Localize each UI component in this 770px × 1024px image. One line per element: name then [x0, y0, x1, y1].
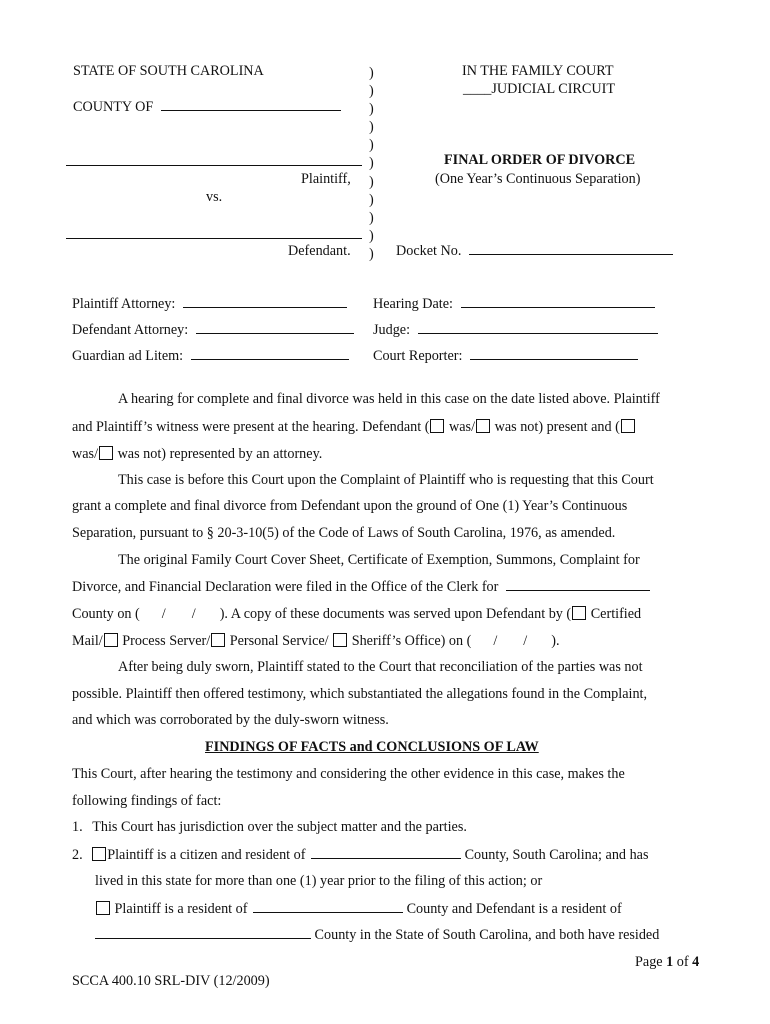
court-name: IN THE FAMILY COURT	[462, 63, 614, 79]
county-line	[73, 100, 341, 114]
wasnot-label: was not) present and (	[494, 419, 620, 435]
defendant-represented-wasnot-checkbox[interactable]	[99, 446, 113, 460]
finding-2-line3	[95, 901, 622, 916]
paren: )	[369, 245, 374, 262]
defendant-name-blank[interactable]	[66, 238, 362, 239]
date-slash: /	[161, 606, 166, 622]
court-reporter-blank[interactable]	[470, 358, 638, 360]
hearing-date-field	[373, 297, 655, 311]
page-number	[635, 955, 699, 969]
defendant-attorney-blank[interactable]	[196, 332, 354, 334]
was-label: was/	[449, 419, 476, 435]
p3-line4	[72, 633, 560, 648]
paren: )	[369, 227, 374, 244]
clerk-county-blank[interactable]	[506, 589, 650, 591]
docket-line	[396, 244, 673, 258]
vs-label: vs.	[206, 189, 223, 205]
finding-text: County, South Carolina; and has	[464, 847, 649, 863]
p4-line1: After being duly sworn, Plaintiff stated to the Court that reconciliation of the parties was not	[118, 659, 643, 675]
personal-service-label: Personal Service/	[229, 633, 329, 649]
date-slash: /	[523, 633, 528, 649]
finding-text: Plaintiff is a resident of	[114, 901, 248, 917]
judge-label: Judge:	[373, 322, 411, 338]
p2-line2: grant a complete and final divorce from Defendant upon the ground of One (1) Year’s Continuous	[72, 498, 628, 514]
plaintiff-attorney-field	[72, 297, 347, 311]
p3-text: Divorce, and Financial Declaration were filed in the Office of the Clerk for	[72, 579, 499, 595]
paren: )	[369, 137, 374, 154]
sheriff-label: Sheriff’s Office) on (	[351, 633, 472, 649]
current-page: 1	[666, 954, 674, 970]
form-id: SCCA 400.10 SRL-DIV (12/2009)	[72, 973, 270, 989]
paren: )	[369, 209, 374, 226]
defendant-label: Defendant.	[288, 243, 351, 259]
finding-2-line2: lived in this state for more than one (1) year prior to the filing of this action; or	[95, 873, 543, 889]
p2-line3: Separation, pursuant to § 20-3-10(5) of the Code of Laws of South Carolina, 1976, as amended.	[72, 525, 616, 541]
p4-line2: possible. Plaintiff then offered testimony, which substantiated the allegations found in the Complaint,	[72, 686, 648, 702]
defendant-county-blank[interactable]	[95, 937, 311, 939]
finding-text: This Court has jurisdiction over the subject matter and the parties.	[92, 819, 467, 835]
paren: )	[369, 173, 374, 190]
process-server-label: Process Server/	[122, 633, 211, 649]
order-subtitle: (One Year’s Continuous Separation)	[435, 171, 641, 187]
finding-text: Plaintiff is a citizen and resident of	[107, 847, 306, 863]
p3-text: ).	[551, 633, 560, 649]
process-server-checkbox[interactable]	[104, 633, 118, 647]
finding-2-line4	[95, 928, 659, 942]
date-slash: /	[191, 606, 196, 622]
guardian-label: Guardian ad Litem:	[72, 348, 184, 364]
sheriff-office-checkbox[interactable]	[333, 633, 347, 647]
page-of: of	[676, 954, 689, 970]
total-pages: 4	[692, 954, 700, 970]
p4-line3: and which was corroborated by the duly-sworn witness.	[72, 712, 389, 728]
plaintiff-name-blank[interactable]	[66, 165, 362, 166]
defendant-present-wasnot-checkbox[interactable]	[476, 419, 490, 433]
p1-line3	[72, 446, 322, 461]
page-label: Page	[635, 954, 663, 970]
plaintiff-attorney-blank[interactable]	[183, 306, 347, 308]
court-reporter-field	[373, 349, 638, 363]
hearing-date-blank[interactable]	[461, 306, 655, 308]
personal-service-checkbox[interactable]	[211, 633, 225, 647]
paren: )	[369, 119, 374, 136]
finding-text: County and Defendant is a resident of	[406, 901, 622, 917]
plaintiff-county-blank[interactable]	[311, 857, 461, 859]
finding-number: 2.	[72, 847, 83, 863]
hearing-date-label: Hearing Date:	[373, 296, 453, 312]
plaintiff-citizen-checkbox[interactable]	[92, 847, 106, 861]
finding-text: County in the State of South Carolina, and both have resided	[314, 927, 660, 943]
date-slash: /	[493, 633, 498, 649]
paren: )	[369, 101, 374, 118]
mail-label: Mail/	[72, 633, 103, 649]
guardian-blank[interactable]	[191, 358, 349, 360]
findings-intro-line2: following findings of fact:	[72, 793, 222, 809]
finding-2-line1	[72, 847, 649, 862]
order-title: FINAL ORDER OF DIVORCE	[444, 152, 636, 168]
was-label: was/	[72, 446, 99, 462]
p3-text: County on (	[72, 606, 140, 622]
plaintiff-attorney-label: Plaintiff Attorney:	[72, 296, 176, 312]
findings-intro-line1: This Court, after hearing the testimony and considering the other evidence in this case, makes the	[72, 766, 625, 782]
court-reporter-label: Court Reporter:	[373, 348, 463, 364]
judge-blank[interactable]	[418, 332, 658, 334]
paren: )	[369, 83, 374, 100]
plaintiff-resident-checkbox[interactable]	[96, 901, 110, 915]
p3-line3	[72, 606, 641, 621]
p1-line1: A hearing for complete and final divorce was held in this case on the date listed above. Plaintiff	[118, 391, 660, 407]
plaintiff-label: Plaintiff,	[301, 171, 351, 187]
p3-line2	[72, 580, 650, 594]
paren: )	[369, 65, 374, 81]
judicial-circuit: ____JUDICIAL CIRCUIT	[463, 81, 615, 97]
finding-number: 1.	[72, 819, 83, 835]
judge-field	[373, 323, 658, 337]
p3-text: ). A copy of these documents was served upon Defendant by (	[219, 606, 572, 622]
county-label: COUNTY OF	[73, 99, 154, 115]
caption-divider	[369, 64, 374, 263]
guardian-field	[72, 349, 349, 363]
p2-line1: This case is before this Court upon the Complaint of Plaintiff who is requesting that this Court	[118, 472, 654, 488]
findings-heading: FINDINGS OF FACTS and CONCLUSIONS OF LAW	[205, 739, 539, 755]
paren: )	[369, 155, 374, 172]
defendant-attorney-field	[72, 323, 354, 337]
defendant-attorney-label: Defendant Attorney:	[72, 322, 189, 338]
p3-line1: The original Family Court Cover Sheet, Certificate of Exemption, Summons, Complaint for	[118, 552, 640, 568]
defendant-represented-was-checkbox[interactable]	[621, 419, 635, 433]
certified-label: Certified	[590, 606, 642, 622]
paren: )	[369, 191, 374, 208]
defendant-present-was-checkbox[interactable]	[430, 419, 444, 433]
docket-blank[interactable]	[469, 253, 673, 255]
certified-mail-checkbox[interactable]	[572, 606, 586, 620]
docket-label: Docket No.	[396, 243, 462, 259]
p1-line2	[72, 419, 636, 434]
county-blank[interactable]	[161, 109, 341, 111]
plaintiff-resident-county-blank[interactable]	[253, 911, 403, 913]
state-heading: STATE OF SOUTH CAROLINA	[73, 63, 264, 79]
finding-1	[72, 820, 467, 834]
p1-text: and Plaintiff’s witness were present at the hearing. Defendant (	[72, 419, 430, 435]
p1-text: was not) represented by an attorney.	[117, 446, 323, 462]
